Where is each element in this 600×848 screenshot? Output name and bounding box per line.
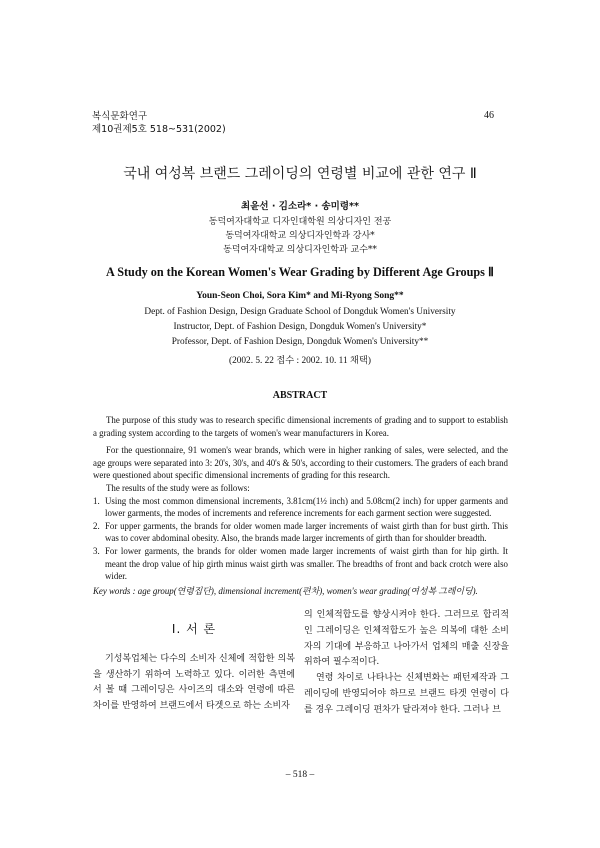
result-text: Using the most common dimensional increments, 3.81cm(1½ inch) and 5.08cm(2 inch) for upper garments and lower garments, the modes of increments and reference increments for each garment section were suggested. [105,495,508,519]
result-item-3 [93,545,508,583]
abstract-paragraph-3: The results of the study were as follows: [106,482,250,493]
body-left-column [93,608,295,715]
affiliation-english-1: Dept. of Fashion Design, Design Graduate School of Dongduk Women's University [144,307,456,317]
journal-volume: 제10권제5호 518~531(2002) [92,124,226,135]
abstract-body [93,414,508,597]
abstract-paragraph-1: The purpose of this study was to research specific dimensional increments of grading and to support to establish a grading system according to the targets of women's wear manufacturers in Korea. [93,415,508,438]
affiliation-english-3: Professor, Dept. of Fashion Design, Dongduk Women's University** [171,337,429,347]
title-english: A Study on the Korean Women's Wear Grading by Different Age Groups Ⅱ [106,265,494,279]
result-number: 3. [93,545,100,556]
title-korean: 국내 여성복 브랜드 그레이딩의 연령별 비교에 관한 연구 Ⅱ [123,166,477,182]
result-number: 2. [93,520,100,531]
affiliation-korean-3: 동덕여자대학교 의상디자인학과 교수** [223,245,377,255]
authors-korean: 최윤선 · 김소라* · 송미령** [241,201,359,212]
abstract-paragraph-2: For the questionnaire, 91 women's wear brands, which were in higher ranking of sales, were selected, and the age groups were separated into 3: 20's, 30's, and 40's & 50's, according to their customers. The graders of each brand were questioned about specific dimensional increments of grading for this research. [93,445,508,481]
keywords: Key words : age group(연령집단), dimensional increment(편차), women's wear grading(여성복 그레이딩). [93,585,478,596]
affiliation-korean-2: 동덕여자대학교 의상디자인학과 강사* [225,231,375,241]
result-text: For upper garments, the brands for older women made larger increments of waist girth than for bust girth. This was to cover abdominal obesity. Also, the brands made larger increments of girth than for shoulder breadth. [105,520,508,544]
journal-name: 복식문화연구 [92,111,148,122]
received-accepted-dates: (2002. 5. 22 접수 : 2002. 10. 11 채택) [229,356,371,366]
left-paragraph-1: 기성복업체는 다수의 소비자 신체에 적합한 의복을 생산하기 위하여 노력하고 있다. 이러한 측면에서 볼 때 그레이딩은 사이즈의 대소와 연령에 따른 차이를 반영하여 브랜드에서 타겟으로 하는 소비자 [93,653,295,712]
authors-english: Youn-Seon Choi, Sora Kim* and Mi-Ryong Song** [196,291,404,301]
page-footer-number: – 518 – [285,770,315,780]
result-text: For lower garments, the brands for older women made larger increments of waist girth than for hip girth. It meant the drop value of hip girth minus waist girth was smaller. The breadths of front and back crotch were also wider. [105,545,508,582]
right-paragraph-1: 의 인체적합도를 향상시켜야 한다. 그러므로 합리적인 그레이딩은 인체적합도가 높은 의복에 대한 소비자의 기대에 부응하고 나아가서 업체의 매출 신장을 위하여 필수적이다. [304,610,509,668]
right-paragraph-2: 연령 차이로 나타나는 신체변화는 패턴제작과 그레이딩에 반영되어야 하므로 브랜드 타겟 연령이 다를 경우 그레이딩 편차가 달라져야 한다. 그러나 브 [304,673,509,715]
affiliation-english-2: Instructor, Dept. of Fashion Design, Dongduk Women's University* [173,322,427,332]
result-item-1 [93,495,508,520]
section-heading-introduction: Ⅰ. 서 론 [171,622,217,636]
abstract-heading: ABSTRACT [272,390,328,401]
result-number: 1. [93,495,100,506]
result-item-2 [93,520,508,545]
affiliation-korean-1: 동덕여자대학교 디자인대학원 의상디자인 전공 [208,217,392,227]
journal-info [92,110,226,136]
body-right-column [304,608,509,719]
page-number-top: 46 [484,110,494,121]
